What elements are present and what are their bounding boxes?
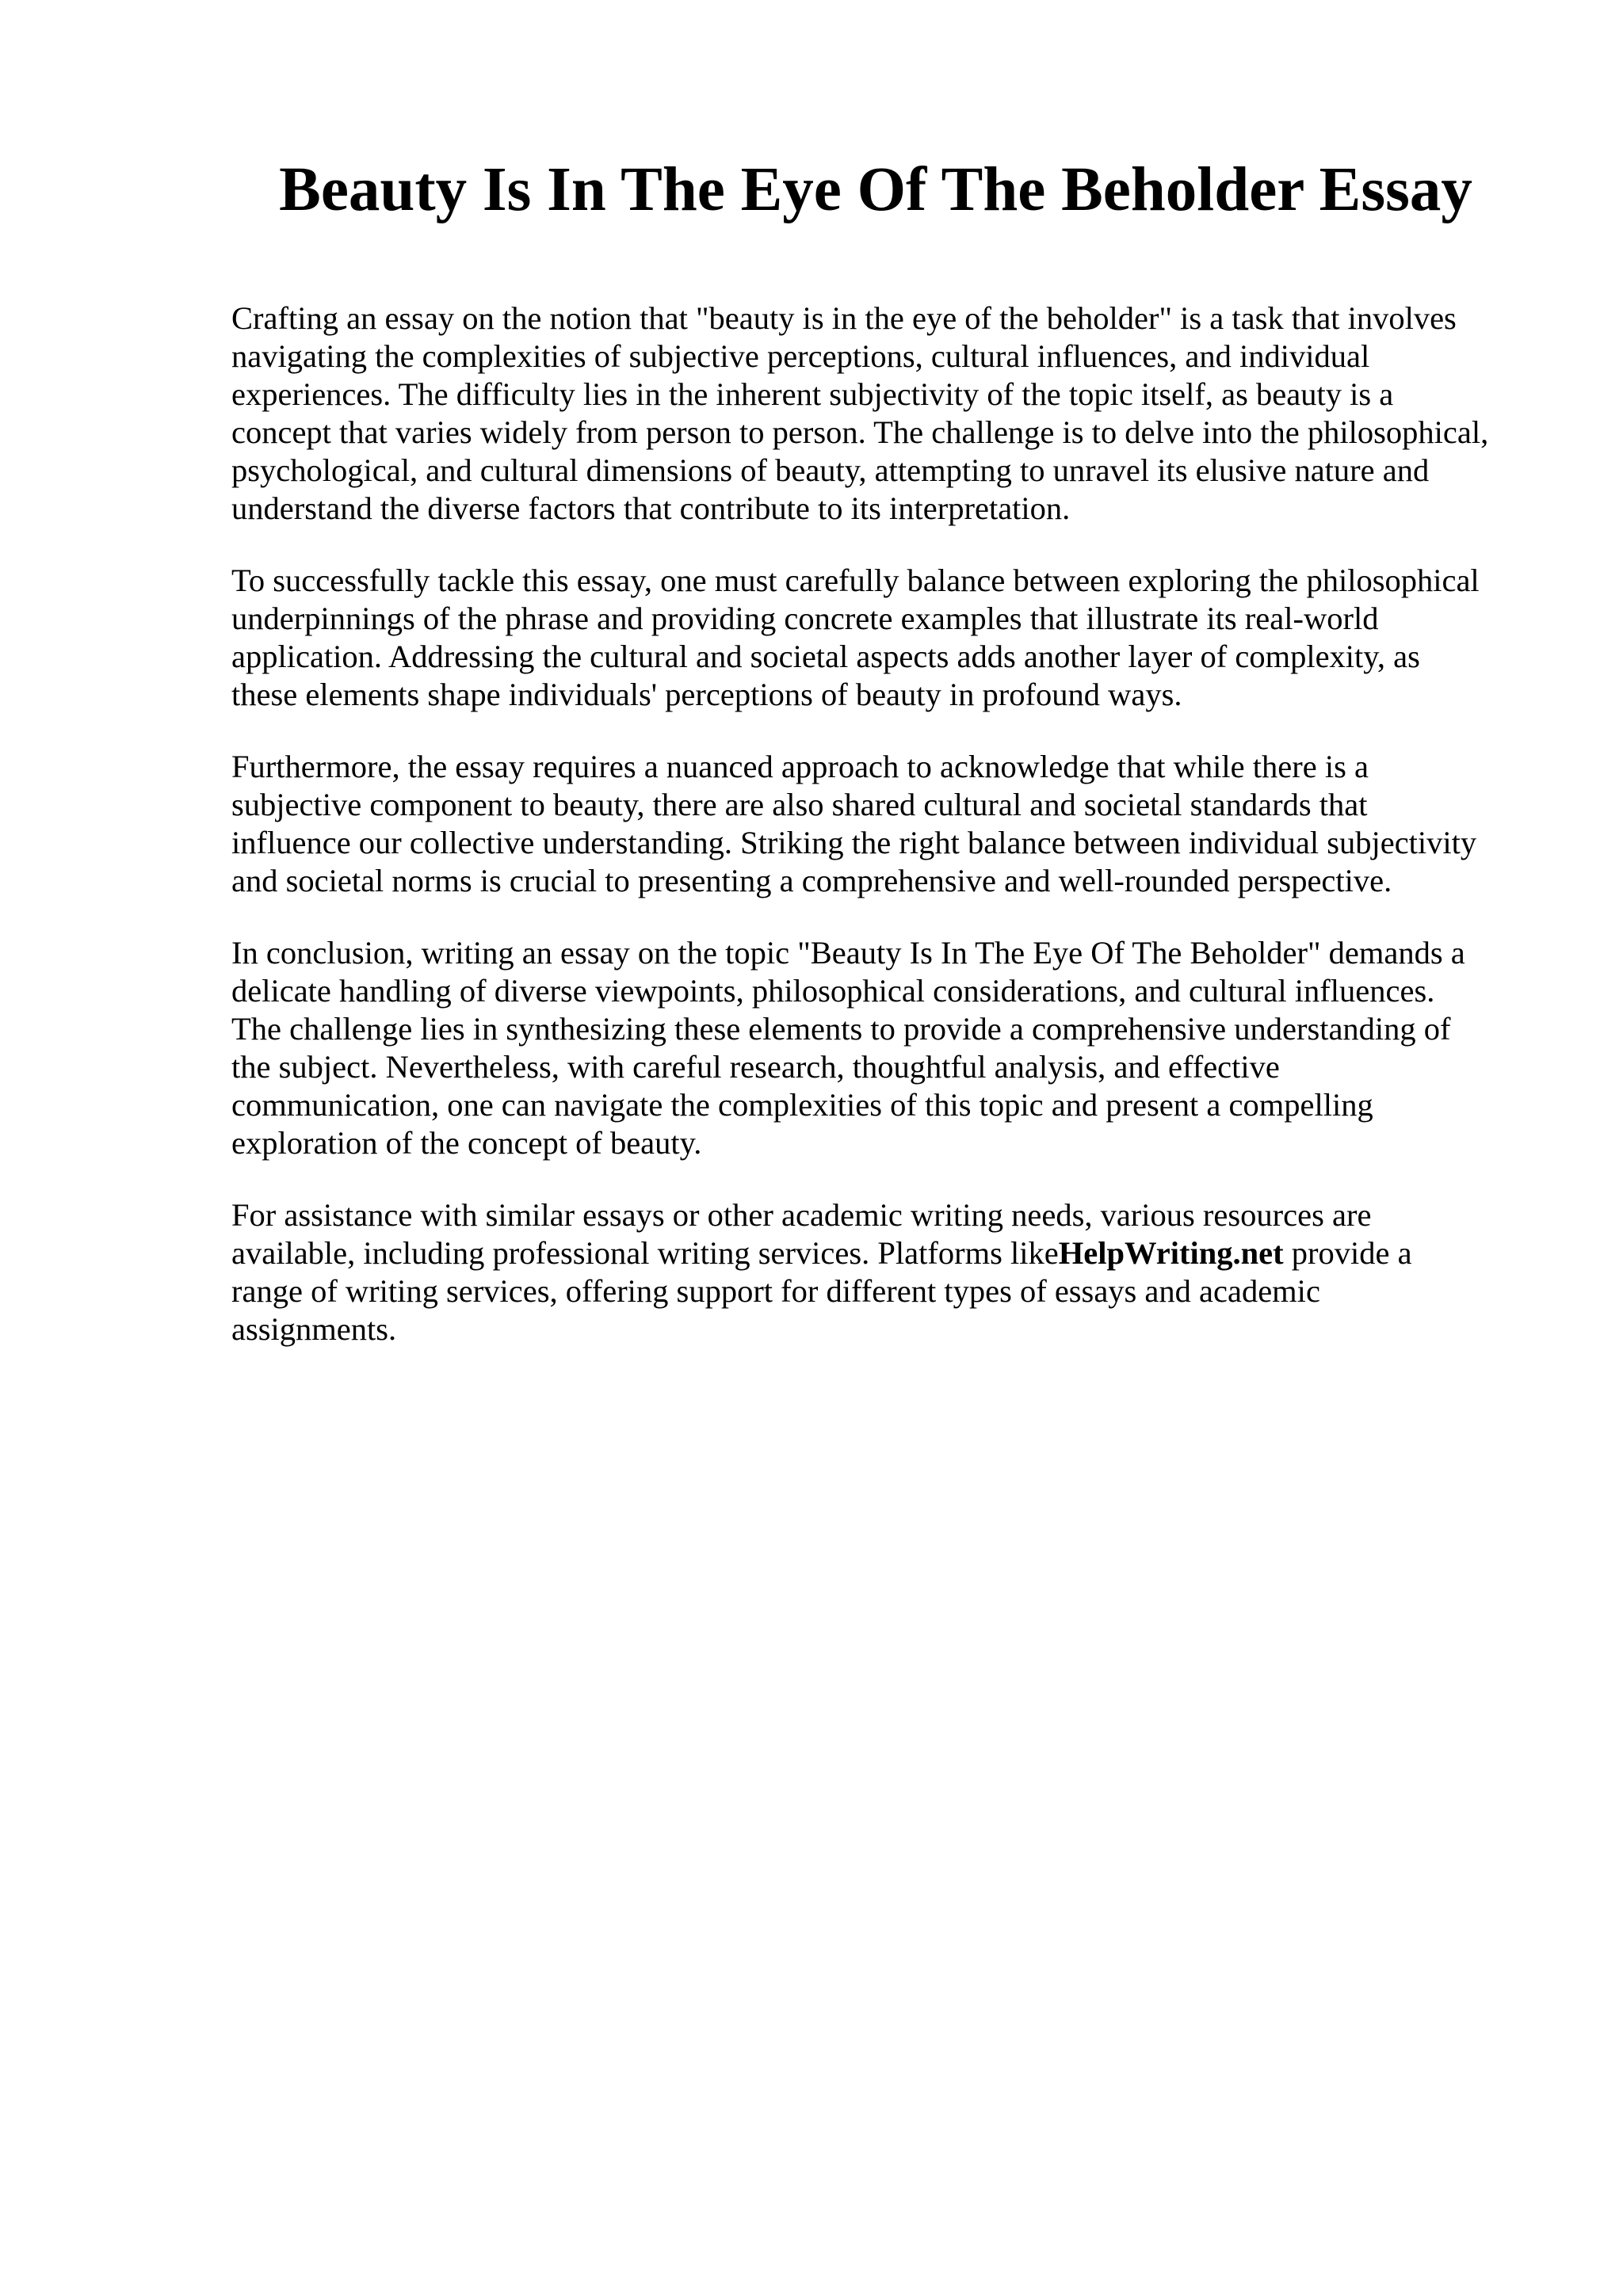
paragraph-line: and societal norms is crucial to presenting a comprehensive and well-rounded perspective. (231, 863, 1392, 898)
paragraph-line: communication, one can navigate the complexities of this topic and present a compelling (231, 1087, 1373, 1123)
paragraph-line: underpinnings of the phrase and providing concrete examples that illustrate its real-world (231, 601, 1379, 636)
paragraph-line: exploration of the concept of beauty. (231, 1125, 702, 1161)
paragraph-line: subjective component to beauty, there are also shared cultural and societal standards that (231, 787, 1368, 822)
paragraph-line: The challenge lies in synthesizing these elements to provide a comprehensive understanding of (231, 1011, 1451, 1047)
paragraph-line-text: available, including professional writing services. Platforms like (231, 1235, 1059, 1271)
paragraph-line: these elements shape individuals' perceptions of beauty in profound ways. (231, 677, 1182, 712)
paragraph-line: assignments. (231, 1311, 397, 1347)
paragraph-line: the subject. Nevertheless, with careful research, thoughtful analysis, and effective (231, 1049, 1280, 1085)
paragraph-line-text: provide a (1283, 1235, 1412, 1271)
paragraph-5 (231, 1196, 1539, 1348)
paragraph-line: influence our collective understanding. Striking the right balance between individual subjectivity (231, 825, 1477, 860)
paragraph-line: Furthermore, the essay requires a nuanced approach to acknowledge that while there is a (231, 749, 1369, 784)
paragraph-line: concept that varies widely from person to person. The challenge is to delve into the philosophical, (231, 414, 1489, 450)
paragraph-4 (231, 934, 1539, 1162)
paragraph-line: experiences. The difficulty lies in the inherent subjectivity of the topic itself, as beauty is a (231, 376, 1394, 412)
paragraph-line: For assistance with similar essays or other academic writing needs, various resources are (231, 1197, 1372, 1233)
paragraph-line: application. Addressing the cultural and societal aspects adds another layer of complexity, as (231, 639, 1420, 674)
paragraph-3 (231, 748, 1539, 900)
paragraph-2 (231, 562, 1539, 714)
document-title: Beauty Is In The Eye Of The Beholder Essay (279, 155, 1472, 224)
paragraph-line (231, 1234, 1539, 1272)
paragraph-line: In conclusion, writing an essay on the topic "Beauty Is In The Eye Of The Beholder" demands a (231, 935, 1465, 971)
paragraph-line: understand the diverse factors that contribute to its interpretation. (231, 490, 1071, 526)
paragraph-1 (231, 299, 1539, 528)
paragraph-line: navigating the complexities of subjective perceptions, cultural influences, and individual (231, 338, 1370, 374)
paragraph-line: Crafting an essay on the notion that "beauty is in the eye of the beholder" is a task that involves (231, 300, 1457, 336)
paragraph-line: delicate handling of diverse viewpoints, philosophical considerations, and cultural influences. (231, 973, 1435, 1009)
paragraph-line: To successfully tackle this essay, one must carefully balance between exploring the philosophical (231, 563, 1480, 598)
paragraph-line: range of writing services, offering support for different types of essays and academic (231, 1273, 1320, 1309)
document-body (231, 299, 1539, 1383)
helpwriting-link[interactable]: HelpWriting.net (1058, 1235, 1284, 1271)
paragraph-line: psychological, and cultural dimensions of beauty, attempting to unravel its elusive nature and (231, 452, 1430, 488)
